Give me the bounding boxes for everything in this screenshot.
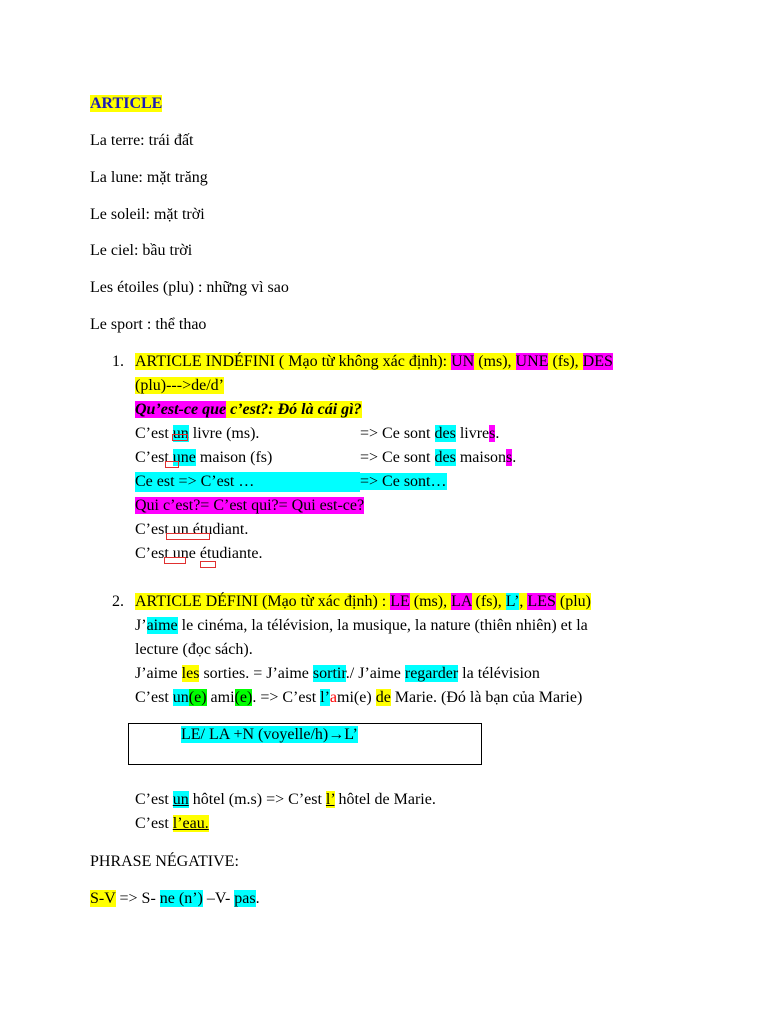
section-2-line-4: C’est un(e) ami(e). => C’est l’ami(e) de Marie. (Đó là bạn của Marie)	[135, 689, 583, 706]
section-2-number: 2.	[112, 593, 124, 610]
who-question: Qui c’est?= C’est qui?= Qui est-ce?	[135, 497, 365, 514]
proof-mark	[172, 434, 188, 441]
section-2-line-2: lecture (đọc sách).	[135, 641, 253, 658]
vocab-line-1: La terre: trái đất	[90, 132, 194, 149]
example-row-2-plural: => Ce sont des maisons.	[360, 449, 517, 466]
arrow-right-icon: →	[328, 726, 345, 743]
section-2-line-1: J’aime le cinéma, la télévision, la musique, la nature (thiên nhiên) et la	[135, 617, 588, 634]
example-etudiante: C’est une étudiante.	[135, 545, 263, 562]
section-1-number: 1.	[112, 353, 124, 370]
section-2-line-6: C’est l’eau.	[135, 815, 209, 832]
proof-mark	[200, 561, 216, 568]
vocab-line-5: Les étoiles (plu) : những vì sao	[90, 279, 289, 296]
vocab-line-2: La lune: mặt trăng	[90, 169, 208, 186]
example-row-3: Ce est => C’est … => Ce sont…	[135, 473, 447, 490]
negative-heading: PHRASE NÉGATIVE:	[90, 853, 239, 870]
title-text: ARTICLE	[90, 95, 163, 112]
section-2-heading: ARTICLE DÉFINI (Mạo từ xác định) : LE (ms), LA (fs), L’, LES (plu)	[135, 593, 591, 610]
vocab-line-6: Le sport : thể thao	[90, 316, 207, 333]
section-2-line-5: C’est un hôtel (m.s) => C’est l’ hôtel de Marie.	[135, 791, 436, 808]
proof-mark	[164, 557, 186, 564]
section-1-question: Qu’est-ce que c’est?: Đó là cái gì?	[135, 401, 362, 418]
section-1-plural: (plu)--->de/d’	[135, 377, 224, 394]
proof-mark	[165, 461, 179, 468]
page-title	[90, 94, 162, 114]
example-row-1: C’est un livre (ms).	[135, 425, 260, 442]
rule-box	[128, 723, 482, 765]
section-2-line-3: J’aime les sorties. = J’aime sortir./ J’aime regarder la télévision	[135, 665, 540, 682]
example-row-1-plural: => Ce sont des livres.	[360, 425, 500, 442]
example-row-2: C’est une maison (fs)	[135, 449, 273, 466]
vocab-line-4: Le ciel: bầu trời	[90, 242, 193, 259]
rule-text: LE/ LA +N (voyelle/h)→L’	[181, 726, 358, 743]
section-1-heading: ARTICLE INDÉFINI ( Mạo từ không xác định): UN (ms), UNE (fs), DES	[135, 353, 613, 370]
proof-mark	[166, 533, 210, 540]
vocab-line-3: Le soleil: mặt trời	[90, 206, 205, 223]
negative-rule: S-V => S- ne (n’) –V- pas.	[90, 890, 260, 907]
example-etudiant: C’est un étudiant.	[135, 521, 249, 538]
